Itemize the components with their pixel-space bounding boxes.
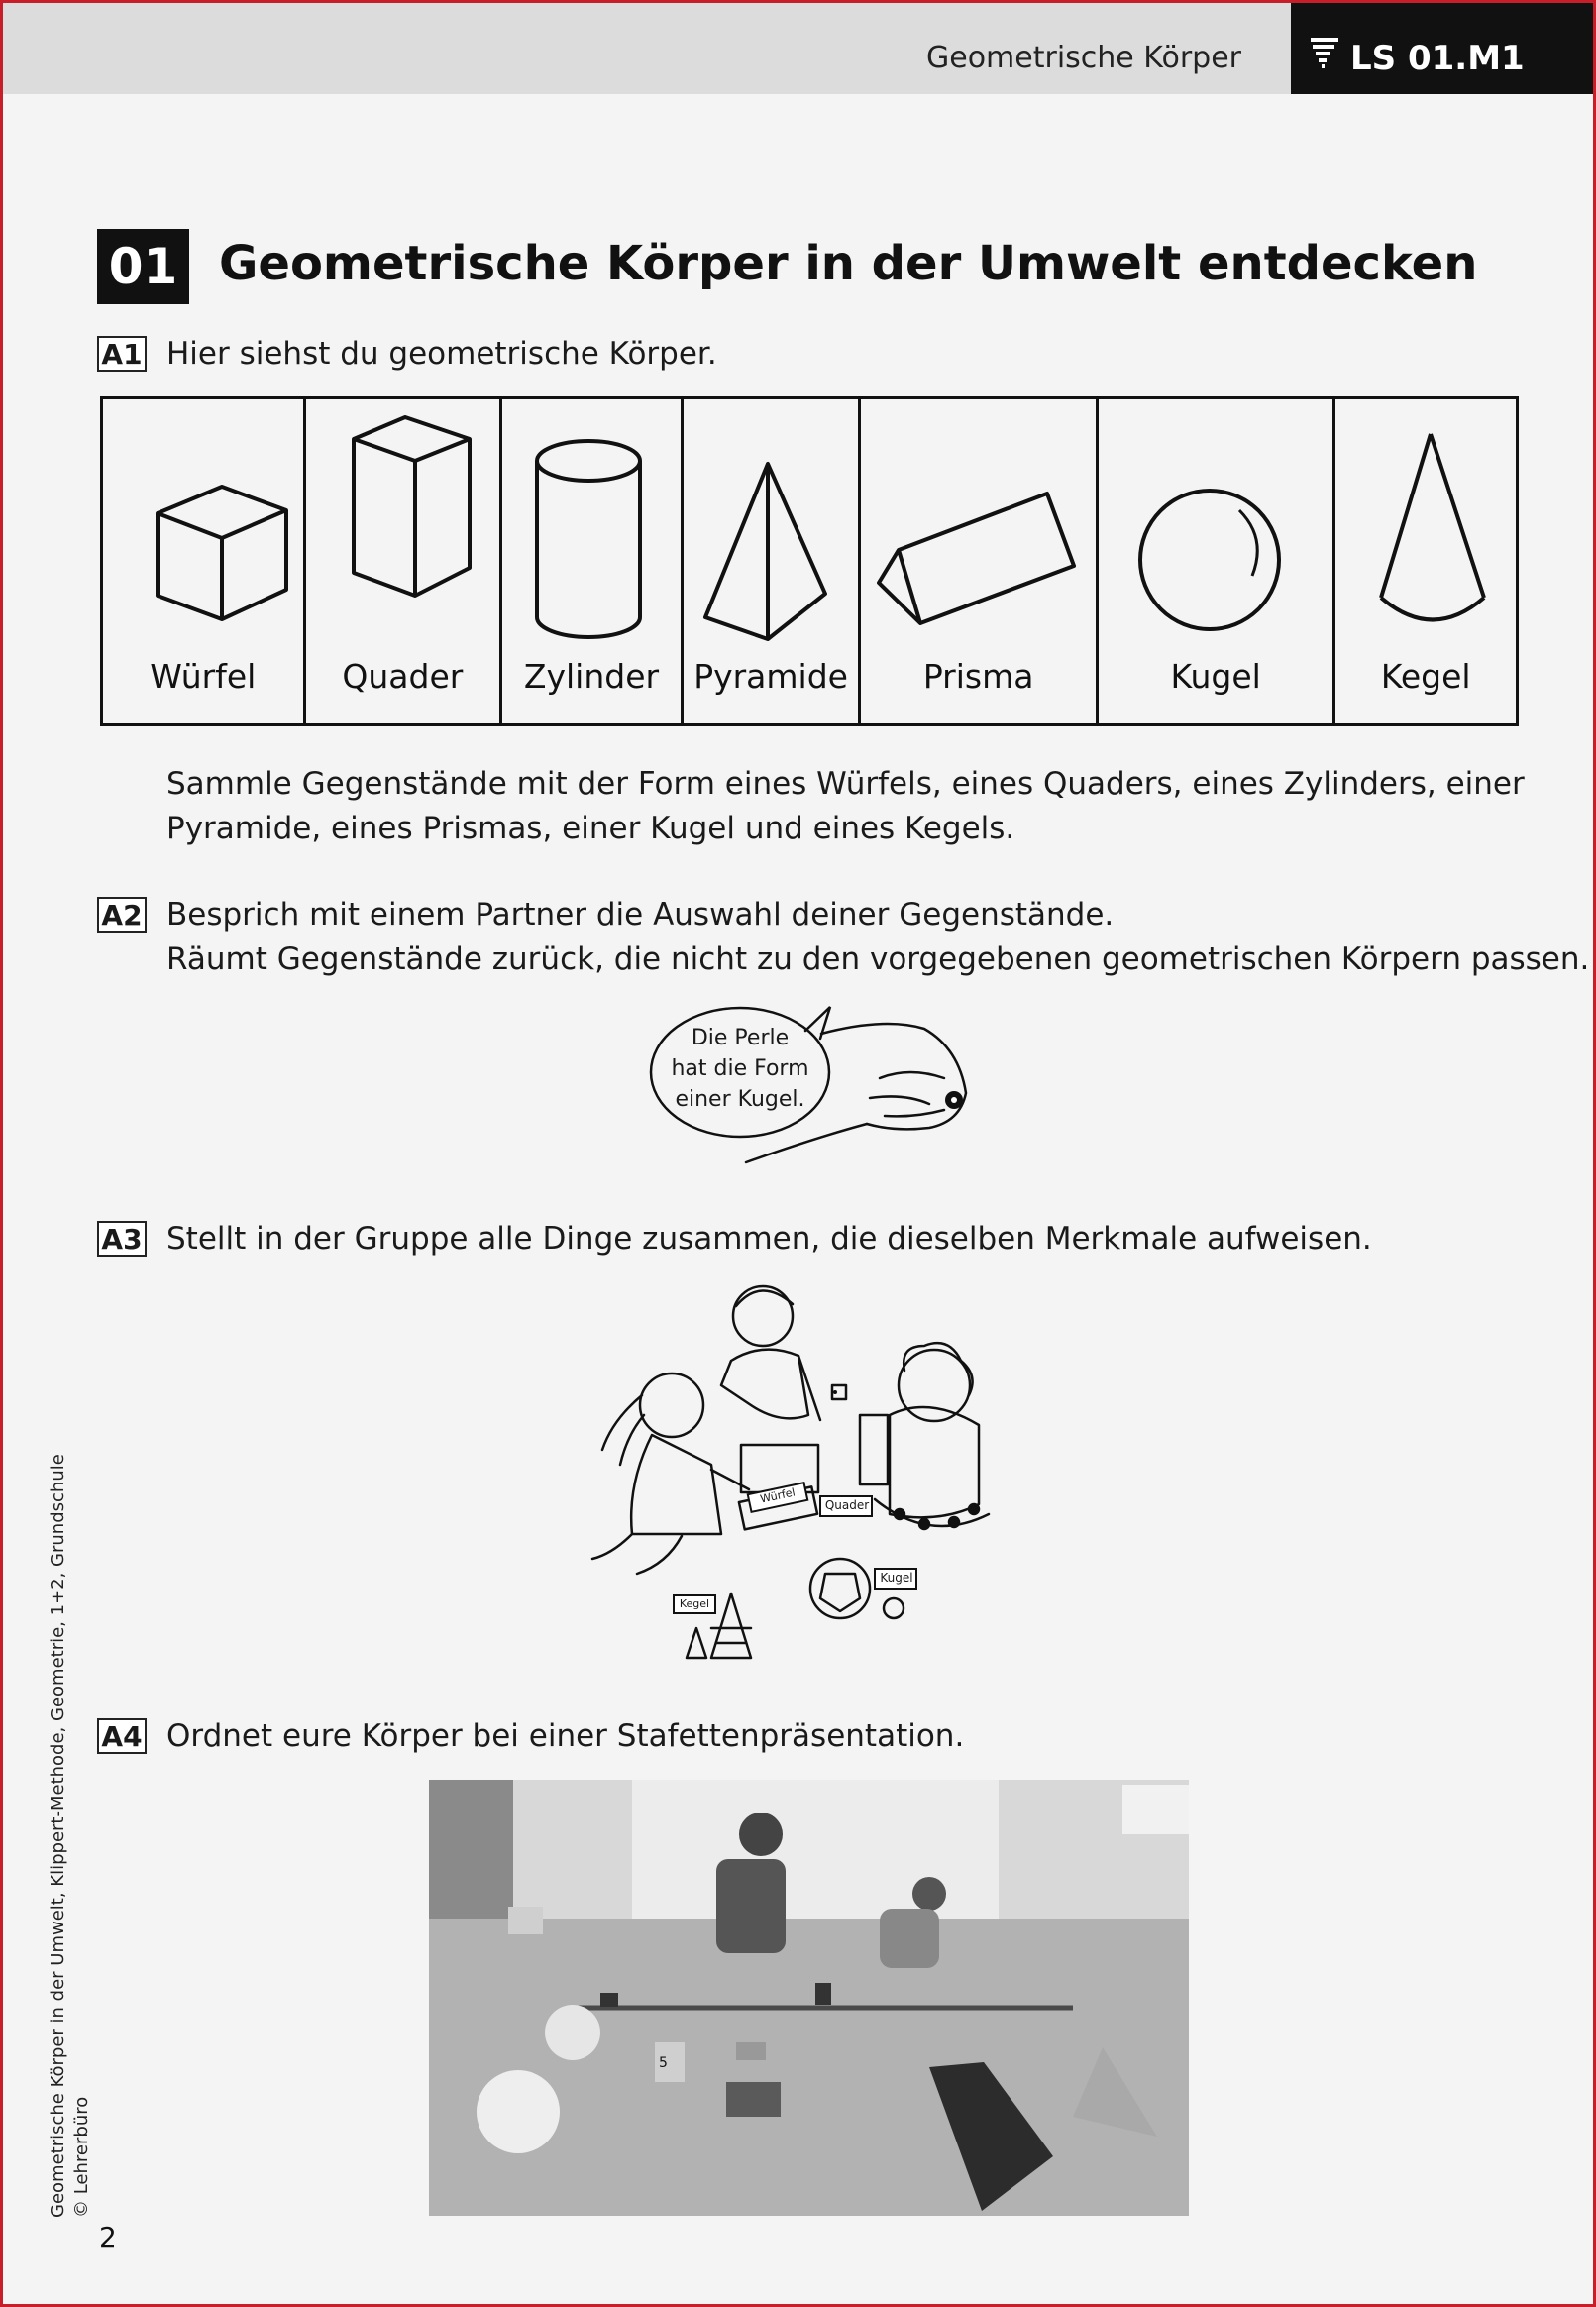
- task-text-a1: Hier siehst du geometrische Körper.: [166, 336, 717, 372]
- shape-label: Pyramide: [693, 657, 848, 696]
- sidenote-line2: © Lehrerbüro: [71, 2096, 92, 2218]
- section-number: 01: [97, 229, 189, 304]
- tag-kegel: Kegel: [679, 1597, 710, 1610]
- task-text-a4: Ordnet eure Körper bei einer Stafettenpräsentation.: [166, 1718, 965, 1754]
- speech-bubble: [653, 1023, 827, 1115]
- task-text-a2-line2: Räumt Gegenstände zurück, die nicht zu den vorgegebenen geometrischen Körpern passen.: [166, 941, 1590, 977]
- tag-wuerfel: Würfel: [759, 1485, 797, 1506]
- shape-cell-prisma: [861, 399, 1099, 723]
- task-text-a3: Stellt in der Gruppe alle Dinge zusammen, die dieselben Merkmale aufweisen.: [166, 1221, 1372, 1257]
- collect-text-line2: Pyramide, eines Prismas, einer Kugel und eines Kegels.: [166, 811, 1015, 846]
- section-title: Geometrische Körper in der Umwelt entdecken: [219, 236, 1478, 291]
- sidenote-line1: Geometrische Körper in der Umwelt, Klippert-Methode, Geometrie, 1+2, Grundschule: [48, 1454, 68, 2218]
- collect-text-line1: Sammle Gegenstände mit der Form eines Würfels, eines Quaders, eines Zylinders, einer: [166, 766, 1525, 802]
- page-number: 2: [99, 2221, 117, 2253]
- shape-cell-zylinder: [502, 399, 684, 723]
- group-illustration: [573, 1276, 1009, 1663]
- copyright-sidenote: [47, 1454, 94, 2218]
- tag-quader: Quader: [824, 1498, 870, 1512]
- task-text-a2-line1: Besprich mit einem Partner die Auswahl deiner Gegenstände.: [166, 897, 1115, 933]
- shape-label: Quader: [342, 657, 464, 696]
- task-label-a3: A3: [97, 1221, 147, 1257]
- photo-label: 5: [659, 2055, 668, 2071]
- shape-label: Zylinder: [523, 657, 660, 696]
- shape-cell-kegel: [1335, 399, 1516, 723]
- shape-cell-wuerfel: [103, 399, 306, 723]
- shape-label: Kugel: [1170, 657, 1261, 696]
- task-label-a4: A4: [97, 1718, 147, 1754]
- speech-bubble-line3: einer Kugel.: [675, 1087, 805, 1112]
- shape-cell-kugel: [1099, 399, 1336, 723]
- shape-label: Kegel: [1380, 657, 1471, 696]
- tornado-icon: [1309, 37, 1340, 70]
- shape-cell-quader: [306, 399, 503, 723]
- task-label-a2: A2: [97, 897, 147, 933]
- classroom-photo: [429, 1780, 1189, 2216]
- speech-bubble-line2: hat die Form: [671, 1056, 809, 1081]
- header-code: LS 01.M1: [1350, 39, 1525, 78]
- tag-kugel: Kugel: [880, 1571, 913, 1585]
- speech-bubble-line1: Die Perle: [691, 1026, 790, 1050]
- header-title: Geometrische Körper: [925, 41, 1241, 75]
- shape-label: Würfel: [150, 657, 257, 696]
- shape-label: Prisma: [922, 657, 1034, 696]
- pearl-illustration: [647, 999, 974, 1167]
- task-label-a1: A1: [97, 336, 147, 372]
- header-code-box: [1291, 3, 1593, 94]
- page-header: [3, 3, 1593, 94]
- shape-cell-pyramide: [684, 399, 862, 723]
- shapes-table: [100, 396, 1519, 726]
